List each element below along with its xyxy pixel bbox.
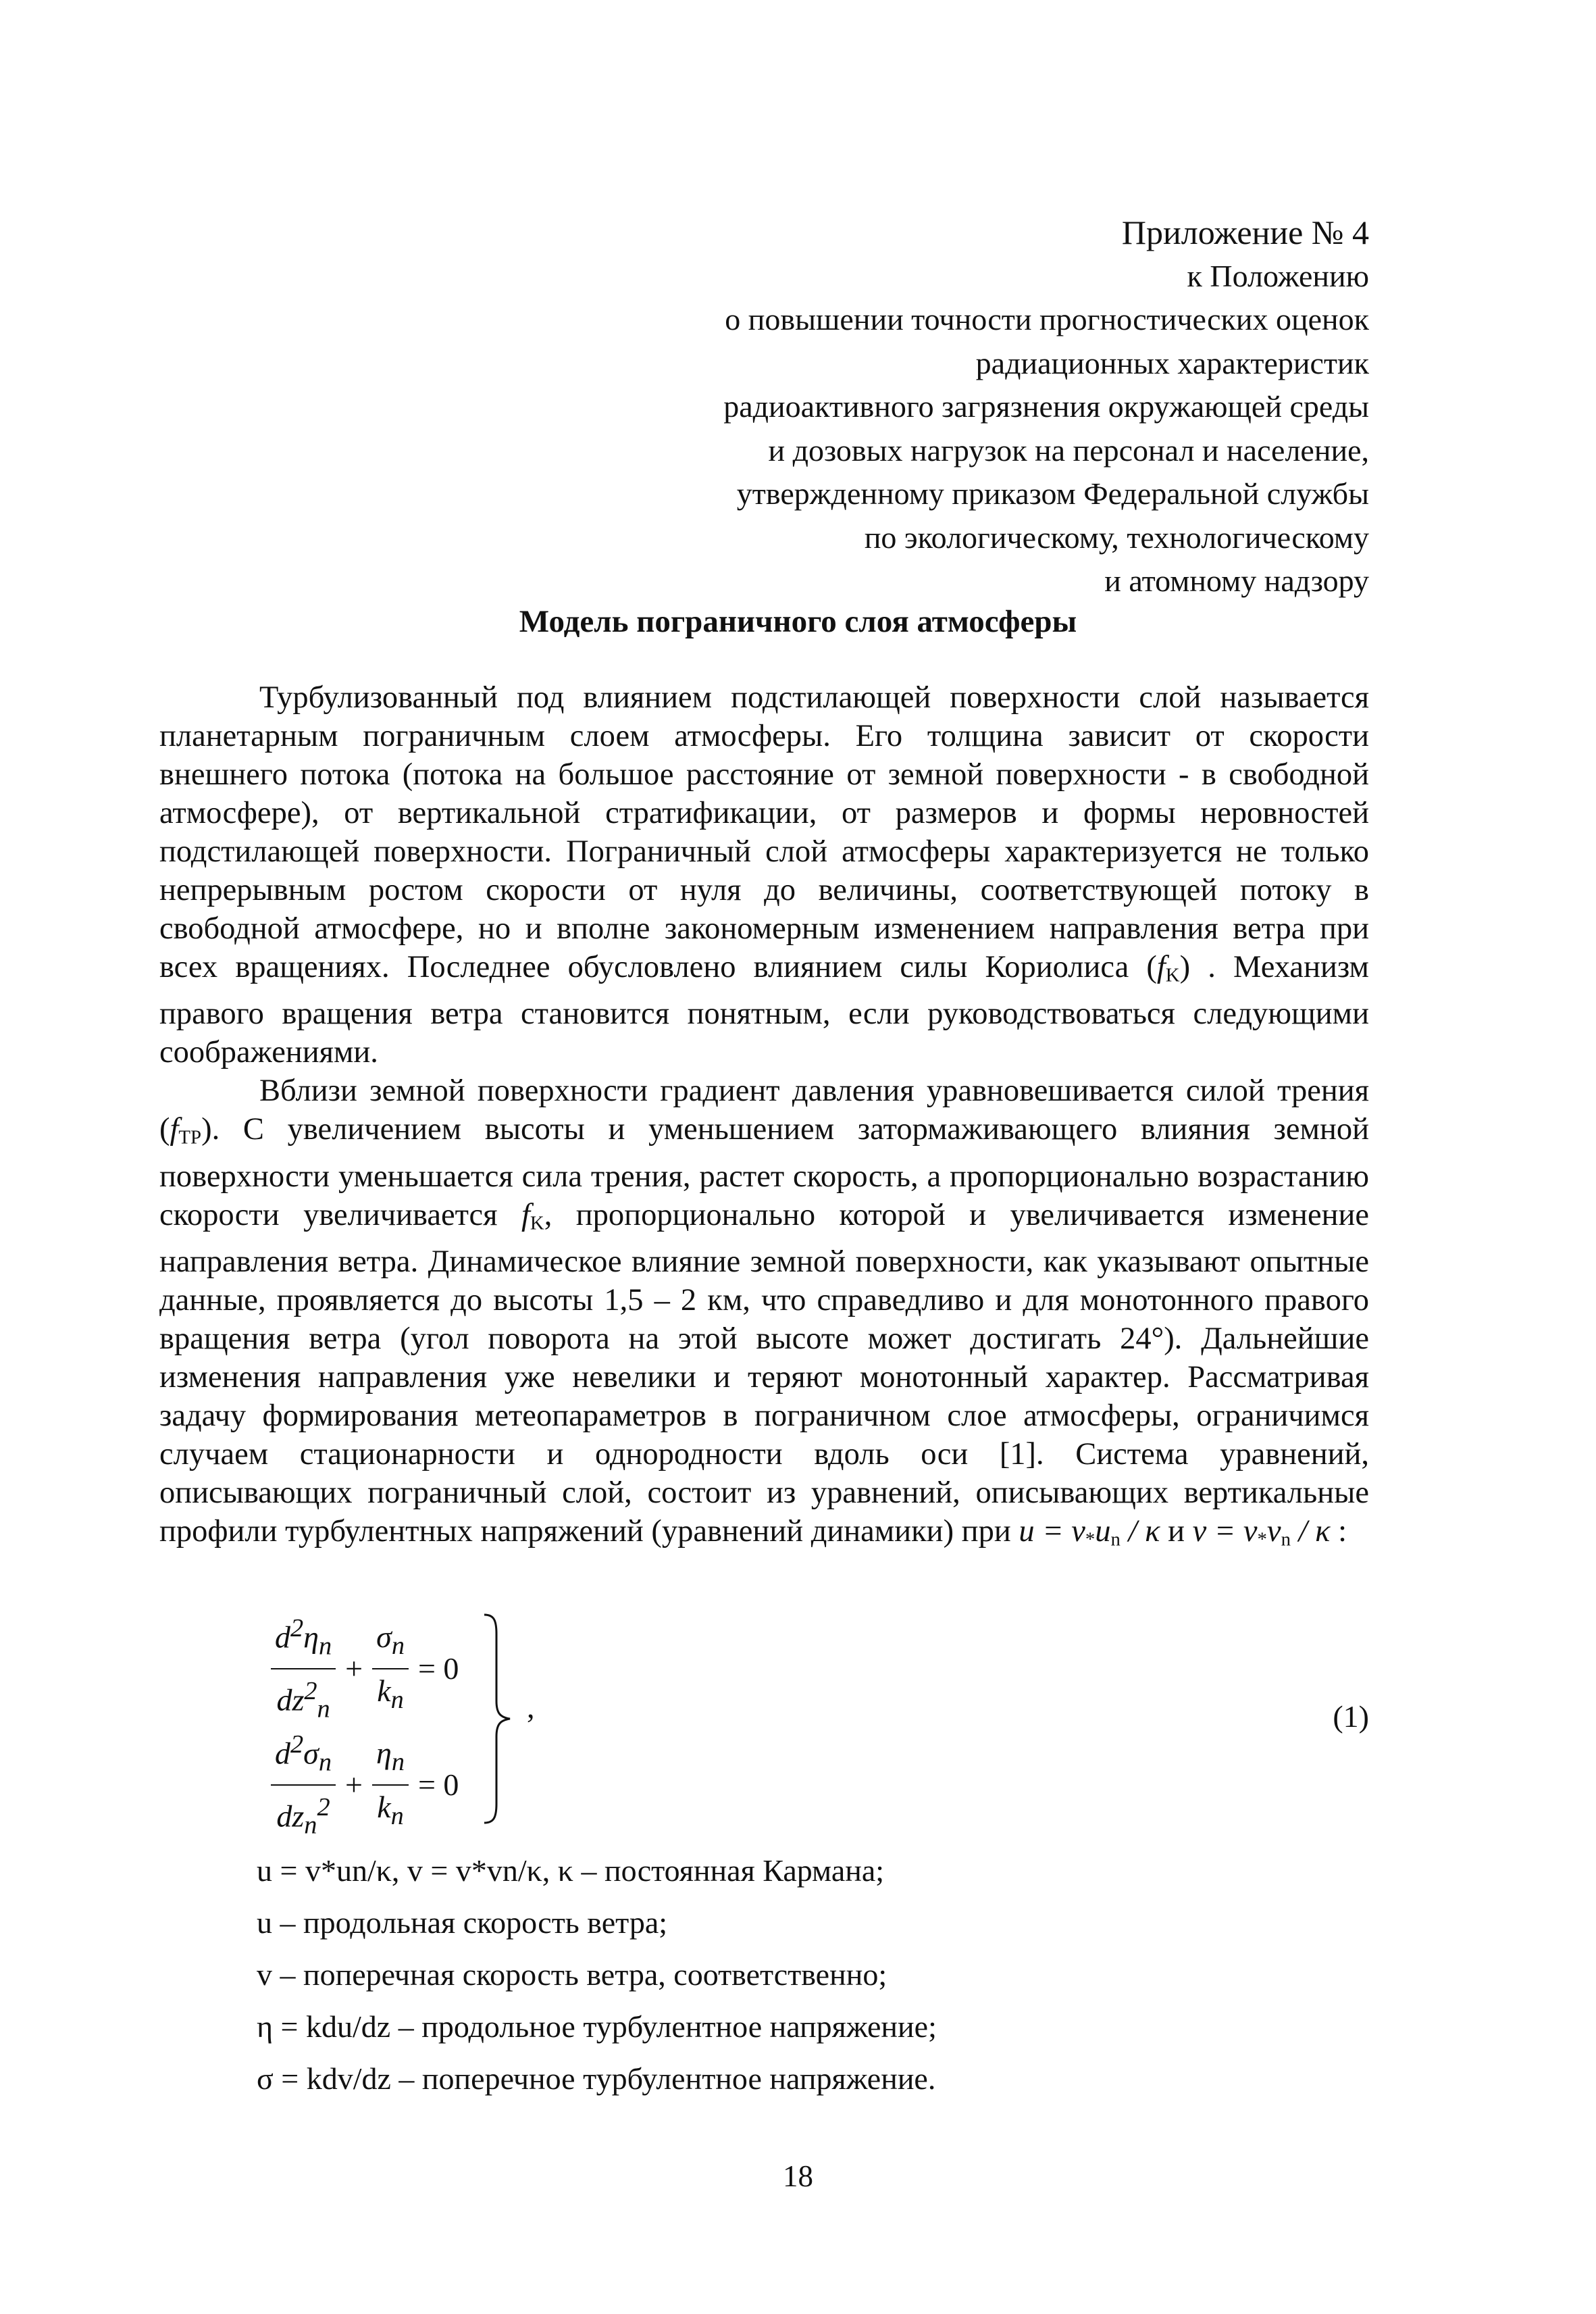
paragraph-text: : xyxy=(1330,1513,1347,1549)
equation-1 xyxy=(267,1609,464,1728)
coriolis-symbol: f xyxy=(521,1197,530,1232)
inline-formula-v: $v = v_*v_n / \kappa$ xyxy=(1192,1513,1331,1551)
paragraph-text: ). С увеличением высоты и уменьшением затормаживающего влияния земной поверхности уменьшается сила трения, растет скорость, а пропорционально возрастанию скорости увеличивается xyxy=(159,1112,1369,1232)
right-brace-icon xyxy=(482,1613,514,1824)
appendix-line: радиоактивного загрязнения окружающей среды xyxy=(723,389,1369,424)
fraction: $\frac{\eta_n}{k_n}$ xyxy=(372,1734,409,1834)
appendix-line: Приложение № 4 xyxy=(1121,213,1369,251)
paragraph xyxy=(159,1072,1369,1559)
paragraph-text: Турбулизованный под влиянием подстилающей поверхности слой называется планетарным пограничным слоем атмосферы. Его толщина зависит от скорости внешнего потока (потока на большое расстояние от земной поверхности - в свободной атмосфере), от вертикальной стратификации, от размеров и формы неровностей подстилающей поверхности. Пограничный слой атмосферы характеризуется не только непрерывным ростом скорости от нуля до величины, соответствующей потоку в свободной атмосфере, но и вполне закономерным изменением направления ветра при всех вращениях. Последнее обусловлено влиянием силы Кориолиса ( xyxy=(159,680,1369,984)
equation-2 xyxy=(267,1726,464,1844)
friction-symbol: f xyxy=(170,1112,179,1147)
appendix-line: о повышении точности прогностических оценок xyxy=(725,302,1369,336)
fraction: $\frac{\sigma_n}{k_n}$ xyxy=(372,1618,409,1718)
appendix-line: по экологическому, технологическому xyxy=(864,520,1369,555)
equals-zero: = 0 xyxy=(417,1651,459,1686)
appendix-header xyxy=(423,211,1369,603)
paragraph-text: , пропорционально которой и увеличивается изменение направления ветра. Динамическое влияние земной поверхности, как указывают опытные данные, проявляется до высоты 1,5 – 2 км, что справедливо и для монотонного правого вращения ветра (угол поворота на этой высоте может достигать 24°). Дальнейшие изменения направления уже невелики и теряют монотонный характер. Рассматривая задачу формирования метеопараметров в пограничном слое атмосферы, ограничимся случаем стационарности и однородности вдоль оси [1]. Система уравнений, описывающих пограничный слой, состоит из уравнений, описывающих вертикальные профили турбулентных напряжений (уравнений динамики) при xyxy=(159,1197,1369,1549)
equation-number: (1) xyxy=(1333,1699,1369,1734)
appendix-line: и атомному надзору xyxy=(1104,563,1369,598)
definitions-list xyxy=(257,1844,1337,2105)
coriolis-subscript: K xyxy=(1165,964,1180,986)
page-number: 18 xyxy=(783,2159,813,2193)
appendix-line: утвержденному приказом Федеральной службы xyxy=(736,476,1369,511)
definition-item: η = kdu/dz – продольное турбулентное напряжение; xyxy=(257,2009,937,2044)
paragraph-text: ) . Механизм правого вращения ветра становится понятным, если руководствоваться следующими соображениями. xyxy=(159,950,1369,1070)
paragraph-text: Вблизи земной поверхности градиент давления уравновешивается силой трения ( xyxy=(159,1074,1369,1147)
body-text xyxy=(159,678,1369,1559)
friction-subscript: ТР xyxy=(178,1126,202,1149)
inline-formula-u: $u = v_*u_n / \kappa$ xyxy=(1019,1513,1160,1551)
definition-item: v – поперечная скорость ветра, соответственно; xyxy=(257,1957,887,1992)
appendix-line: к Положению xyxy=(1187,258,1369,293)
conjunction: и xyxy=(1160,1513,1193,1549)
document-title: Модель пограничного слоя атмосферы xyxy=(519,604,1077,639)
coriolis-symbol: f xyxy=(1156,950,1166,984)
comma: , xyxy=(527,1690,535,1724)
definition-item: u = v*un/κ, v = v*vn/κ, κ – постоянная Кармана; xyxy=(257,1853,885,1888)
appendix-line: радиационных характеристик xyxy=(975,345,1369,380)
equation-system xyxy=(267,1609,1369,1840)
plus-sign: + xyxy=(345,1651,363,1686)
definition-item: u – продольная скорость ветра; xyxy=(257,1905,668,1940)
fraction: $\frac{d^2\sigma_n}{dz_n^2}$ xyxy=(271,1726,336,1844)
coriolis-subscript: K xyxy=(530,1211,544,1234)
fraction: $\frac{d^2\eta_n}{dz^2_n}$ xyxy=(271,1609,336,1728)
plus-sign: + xyxy=(345,1767,363,1803)
paragraph xyxy=(159,678,1369,1072)
equals-zero: = 0 xyxy=(417,1767,459,1803)
definition-item: σ = kdv/dz – поперечное турбулентное напряжение. xyxy=(257,2061,936,2096)
appendix-line: и дозовых нагрузок на персонал и население, xyxy=(768,432,1369,468)
